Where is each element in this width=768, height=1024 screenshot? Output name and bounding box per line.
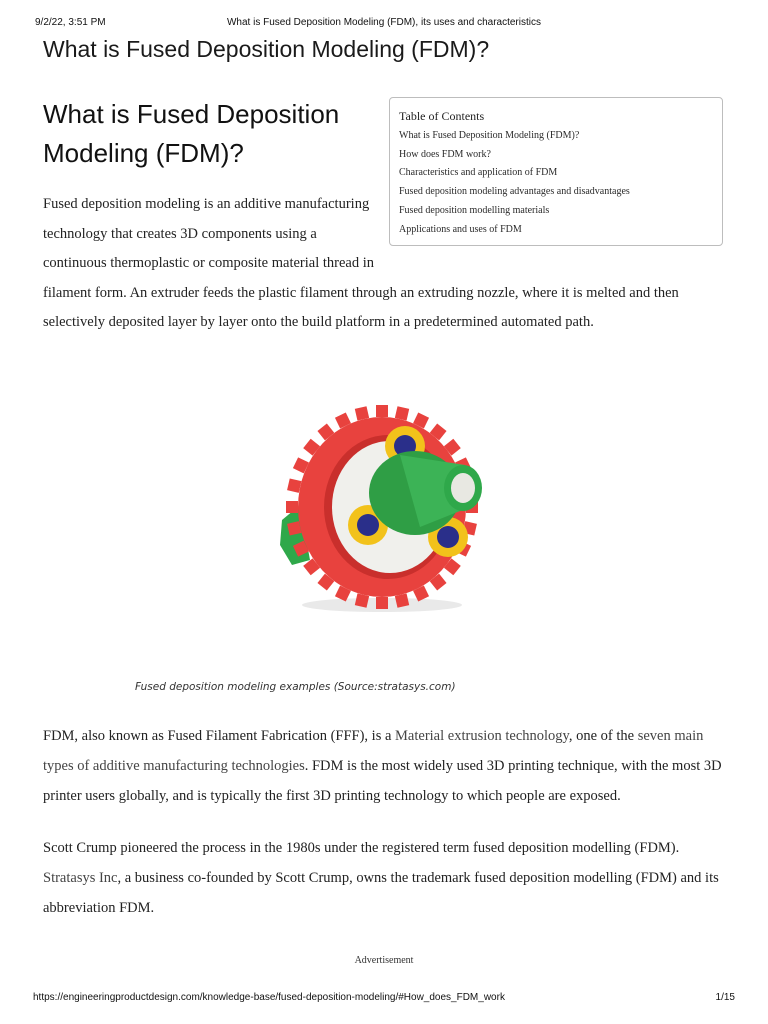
site-title: What is Fused Deposition Modeling (FDM)? [43, 36, 490, 62]
ring-gear-tooth [286, 501, 298, 513]
print-url: https://engineeringproductdesign.com/knowledge-base/fused-deposition-modeling/#How_does_FDM_work [33, 992, 505, 1003]
toc-item-how-fdm-works[interactable]: How does FDM work? [399, 148, 491, 160]
fdm-example-image [270, 395, 490, 620]
toc-item-materials[interactable]: Fused deposition modelling materials [399, 204, 550, 216]
print-footer [0, 992, 768, 1006]
print-date: 9/2/22, 3:51 PM [35, 17, 106, 28]
ring-gear-tooth [376, 597, 388, 609]
print-header [0, 17, 768, 31]
toc-item-what-is-fdm[interactable]: What is Fused Deposition Modeling (FDM)? [399, 130, 580, 141]
print-page-number: 1/15 [715, 992, 735, 1003]
print-page-title: What is Fused Deposition Modeling (FDM), its uses and characteristics [226, 17, 541, 28]
ring-gear-tooth [355, 406, 369, 420]
toc-item-characteristics[interactable]: Characteristics and application of FDM [399, 167, 558, 179]
figure-caption: Fused deposition modeling examples (Source:stratasys.com) [135, 681, 456, 693]
para3-text-2: , a business co-founded by Scott Crump, owns the trademark fused deposition modelling (FDM) and its abbreviation FDM. [43, 870, 719, 916]
toc-title: Table of Contents [399, 109, 485, 123]
article-heading: What is Fused Deposition Modeling (FDM)? [43, 99, 340, 168]
para3-text-1: Scott Crump pioneered the process in the 1980s under the registered term fused deposition modelling (FDM). [43, 840, 680, 856]
ring-gear-tooth [395, 406, 409, 420]
advertisement-label: Advertisement [354, 955, 414, 966]
intro-text: Fused deposition modeling is an additive manufacturing technology that creates 3D components using a continuous thermoplastic or composite material thread in filament form. An extruder feeds the plastic filament through an extruding nozzle, where it is melted and then selectively deposited layer by layer onto the build platform in a predetermined automated path. [43, 196, 679, 330]
seven-am-types-link[interactable]: seven main types of additive manufacturing technologies [43, 728, 704, 774]
para2-text-3: . FDM is the most widely used 3D printing technique, with the most 3D printer users globally, and is typically the first 3D printing technology to which people are exposed. [43, 758, 722, 804]
toc-float-spacer [378, 190, 723, 250]
planetary-gear-illustration [270, 395, 490, 620]
paragraph-history [43, 833, 733, 923]
toc-item-advantages[interactable]: Fused deposition modeling advantages and disadvantages [399, 186, 630, 198]
paragraph-fdm-overview [43, 721, 733, 811]
material-extrusion-link[interactable]: Material extrusion technology [395, 728, 569, 744]
ring-gear-tooth [376, 405, 388, 417]
ring-gear-tooth [287, 478, 301, 492]
para2-text-2: , one of the [568, 728, 638, 744]
toc-item-applications[interactable]: Applications and uses of FDM [399, 223, 522, 235]
intro-paragraph [43, 190, 723, 338]
stratasys-link[interactable]: Stratasys Inc [43, 870, 118, 886]
para2-text-1: FDM, also known as Fused Filament Fabrication (FFF), is a [43, 728, 396, 744]
